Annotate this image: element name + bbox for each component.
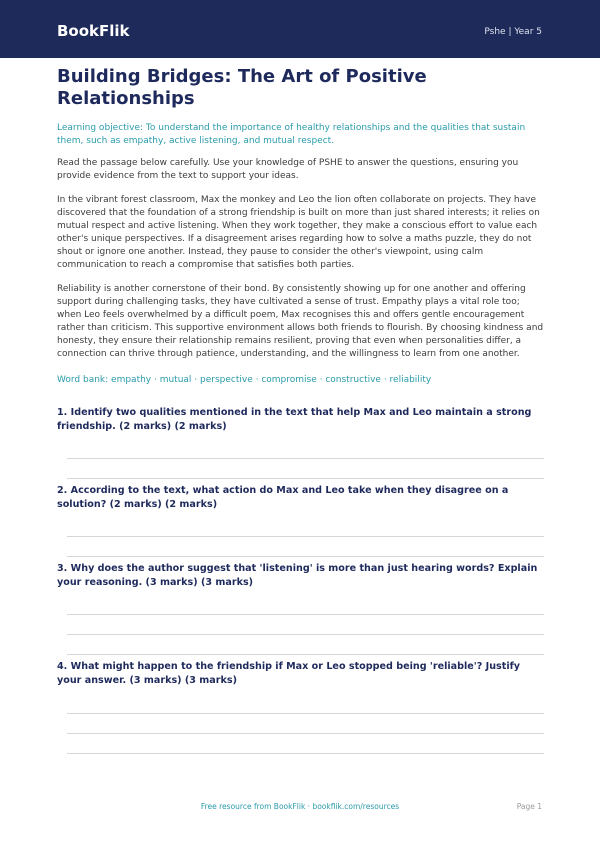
- question-4-text: 4. What might happen to the friendship if Max or Leo stopped being 'reliable'? Justify your answer. (3 marks) (3 marks): [57, 661, 521, 686]
- answer-line[interactable]: [67, 478, 544, 479]
- question-3: [57, 562, 544, 655]
- learning-objective: Learning objective: To understand the importance of healthy relationships and the qualities that sustain them, such as empathy, active listening, and mutual respect.: [57, 123, 526, 146]
- question-2: [57, 484, 544, 557]
- answer-line[interactable]: [67, 753, 544, 754]
- question-2-text: 2. According to the text, what action do Max and Leo take when they disagree on a solution? (2 marks) (2 marks): [57, 485, 509, 510]
- page-number: Page 1: [516, 802, 542, 811]
- page-footer: [0, 802, 600, 814]
- passage-paragraph-1: In the vibrant forest classroom, Max the monkey and Leo the lion often collaborate on projects. They have discovered that the foundation of a strong friendship is built on more than just shared interests; it relies on mutual respect and active listening. When they work together, they make a conscious effort to value each other's unique perspectives. If a disagreement arises regarding how to solve a maths puzzle, they do not shout or ignore one another. Instead, they pause to consider the other's viewpoint, using calm communication to reach a compromise that satisfies both parties.: [57, 195, 540, 270]
- question-1-text: 1. Identify two qualities mentioned in the text that help Max and Leo maintain a strong friendship. (2 marks) (2 marks): [57, 407, 532, 432]
- question-4: [57, 660, 544, 754]
- answer-line[interactable]: [67, 733, 544, 734]
- answer-line[interactable]: [67, 458, 544, 459]
- subject-year-label: Pshe | Year 5: [484, 27, 542, 37]
- worksheet-content: [57, 66, 544, 754]
- answer-line[interactable]: [67, 556, 544, 557]
- answer-line[interactable]: [67, 634, 544, 635]
- footer-note: Free resource from BookFlik · bookflik.com/resources: [200, 802, 400, 811]
- answer-line[interactable]: [67, 654, 544, 655]
- brand-logo: BookFlik: [57, 22, 130, 40]
- passage-paragraph-2: Reliability is another cornerstone of their bond. By consistently showing up for one another and offering support during challenging tasks, they have cultivated a sense of trust. Empathy plays a vital role too; when Leo feels overwhelmed by a difficult poem, Max recognises this and offers gentle encouragement rather than criticism. This supportive environment allows both friends to flourish. By choosing kindness and honesty, they ensure their relationship remains resilient, proving that even when personalities differ, a connection can thrive through patience, understanding, and the willingness to learn from one another.: [57, 284, 544, 359]
- answer-line[interactable]: [67, 536, 544, 537]
- answer-line[interactable]: [67, 614, 544, 615]
- answer-line[interactable]: [67, 713, 544, 714]
- question-3-text: 3. Why does the author suggest that 'listening' is more than just hearing words? Explain your reasoning. (3 marks) (3 marks): [57, 563, 538, 588]
- word-bank: Word bank: empathy · mutual · perspective · compromise · constructive · reliability: [57, 375, 432, 385]
- page-header: [0, 0, 600, 58]
- instructions: Read the passage below carefully. Use your knowledge of PSHE to answer the questions, ensuring you provide evidence from the text to support your ideas.: [57, 158, 519, 181]
- question-1: [57, 406, 544, 479]
- page-title: Building Bridges: The Art of Positive Relationships: [57, 66, 427, 109]
